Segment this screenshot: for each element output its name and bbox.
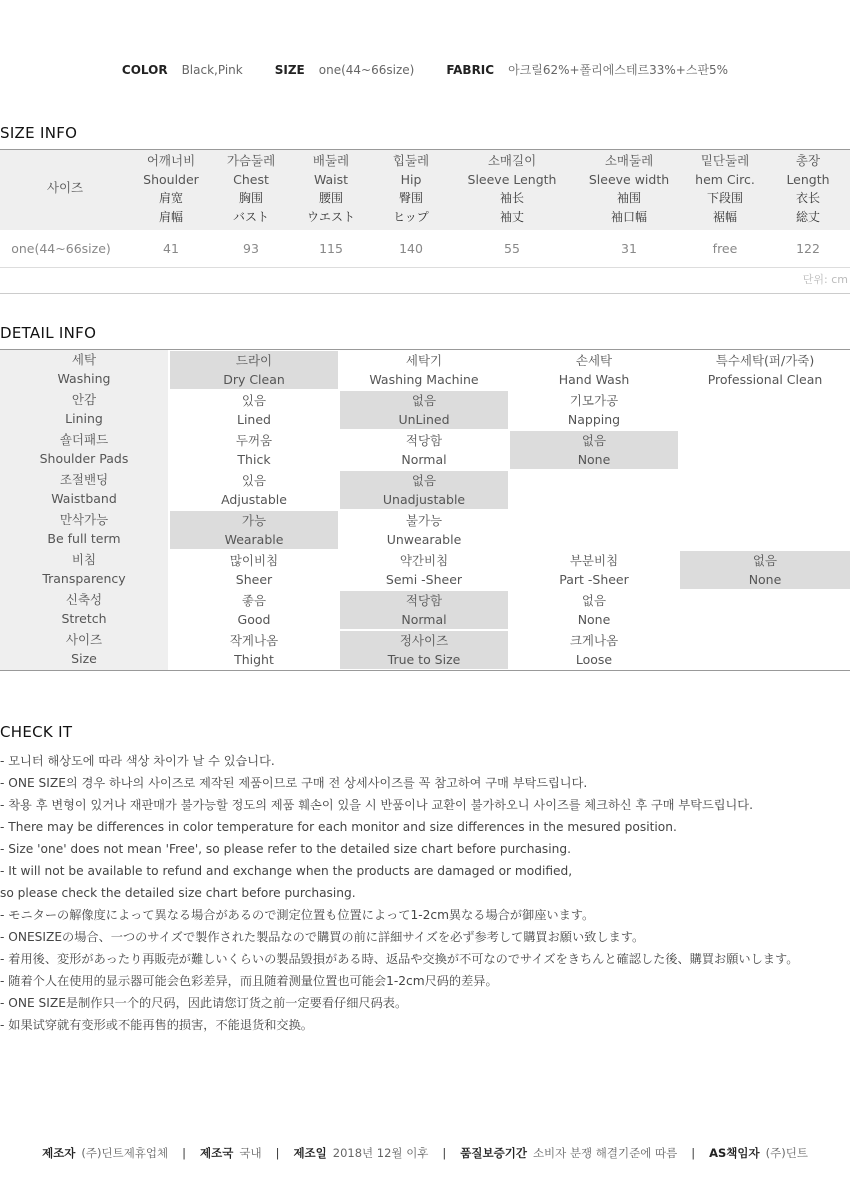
size-info-title: SIZE INFO [0,124,78,142]
size-value: one(44~66size) [318,63,415,77]
option-korean: 정사이즈 [399,633,449,648]
size-table-header [0,150,850,230]
option-english: Lined [237,412,271,427]
option-korean: 있음 [241,393,267,408]
footer-separator: | [442,1146,447,1160]
check-line: - モニターの解像度によって異なる場合があるので測定位置も位置によって1-2cm異なる場合が御座います。 [0,908,595,922]
size-value: 41 [163,241,179,256]
option-korean: 크게나옴 [569,633,619,648]
detail-row-label [0,590,168,630]
detail-label-english: Lining [65,411,103,426]
option-korean: 없음 [581,593,607,608]
detail-option [340,631,508,669]
header-japanese: 袖丈 [499,209,524,224]
option-korean: 드라이 [235,353,273,368]
detail-info-bottom-rule [0,670,850,671]
detail-label-english: Washing [57,371,111,386]
header-english: Shoulder [143,171,199,187]
size-info-bottom-rule [0,293,850,294]
size-table-row [0,230,850,268]
size-header-cell [291,152,371,226]
check-line: - There may be differences in color temperature for each monitor and size differences in the mesured position. [0,820,677,834]
option-english: Unadjustable [382,492,466,507]
size-label: SIZE [274,63,305,77]
header-chinese: 衣长 [795,191,820,205]
detail-row-label [0,350,168,390]
detail-option [340,431,508,469]
option-english: Unwearable [386,532,462,547]
detail-label-korean: 신축성 [65,592,103,607]
header-chinese: 下段围 [706,191,743,205]
check-line: - 着用後、変形があったり再販売が難しいくらいの製品毀損がある時、返品や交換が不可なのでサイズをきちんと確認した後、購買お願いします。 [0,952,799,966]
header-korean: 소매둘레 [604,153,654,168]
option-english: Good [237,612,271,627]
option-english: None [748,572,782,587]
detail-label-korean: 숄더패드 [59,432,109,447]
check-line: - 如果试穿就有变形或不能再售的损害，不能退货和交换。 [0,1018,313,1032]
option-english: Sheer [235,572,273,587]
header-english: Hip [400,171,422,187]
option-korean: 없음 [411,473,437,488]
option-korean: 기모가공 [569,393,619,408]
header-english: hem Circ. [695,171,755,187]
option-korean: 없음 [411,393,437,408]
detail-label-korean: 만삭가능 [59,512,109,527]
detail-option [170,551,338,589]
detail-option [170,351,338,389]
detail-row-label [0,470,168,510]
header-chinese: 胸围 [238,191,263,205]
option-korean: 손세탁 [575,353,613,368]
check-line: - ONESIZEの場合、一つのサイズで製作された製品なので購買の前に詳細サイズを必ず参考して購買お願い致します。 [0,930,645,944]
detail-option [510,351,678,389]
detail-option [340,551,508,589]
footer-key: AS책임자 [709,1146,760,1160]
footer-key: 제조자 [42,1146,76,1160]
detail-option [680,351,850,389]
size-value: 93 [243,241,259,256]
footer-key: 제조국 [200,1146,234,1160]
detail-label-korean: 사이즈 [65,632,103,647]
fabric-value: 아크릴62%+폴리에스테르33%+스판5% [508,63,729,77]
option-korean: 작게나옴 [229,633,279,648]
header-korean: 밑단둘레 [700,153,750,168]
detail-label-english: Transparency [42,571,126,586]
option-korean: 많이비침 [229,553,279,568]
detail-row-label [0,630,168,670]
footer-value: 국내 [239,1146,262,1160]
size-value: 115 [319,241,343,256]
header-japanese: 総丈 [795,209,820,224]
header-chinese: 腰围 [318,191,343,205]
header-japanese: ウエスト [306,209,355,224]
size-row-divider [0,267,850,268]
size-value: free [712,241,738,256]
option-english: Thight [234,652,274,667]
footer-separator: | [275,1146,280,1160]
size-header-cell [211,152,291,226]
header-english: Sleeve width [588,171,670,187]
detail-option [340,471,508,509]
check-line: - It will not be available to refund and exchange when the products are damaged or modified, [0,864,573,878]
footer-key: 제조일 [293,1146,327,1160]
option-korean: 없음 [752,553,778,568]
detail-row-label [0,510,168,550]
detail-label-korean: 세탁 [71,352,97,367]
detail-label-english: Be full term [47,531,121,546]
footer-value: 2018년 12월 이후 [332,1146,429,1160]
option-korean: 없음 [581,433,607,448]
detail-label-english: Size [71,651,97,666]
detail-option [510,591,678,629]
check-it-title: CHECK IT [0,723,73,741]
header-chinese: 袖围 [616,191,641,205]
option-english: Normal [401,612,447,627]
detail-option [170,431,338,469]
option-english: Napping [567,412,621,427]
header-korean: 어깨너비 [146,153,196,168]
detail-option [340,351,508,389]
header-chinese: 袖长 [499,191,524,205]
option-english: Semi -Sheer [385,572,463,587]
detail-option [340,591,508,629]
option-korean: 약간비침 [399,553,449,568]
footer-value: (주)딘트 [765,1146,808,1160]
header-japanese: ヒップ [393,209,429,224]
option-english: Professional Clean [707,372,823,387]
option-korean: 좋음 [241,593,267,608]
detail-label-english: Stretch [61,611,107,626]
detail-label-korean: 비침 [71,552,97,567]
option-english: Part -Sheer [559,572,629,587]
option-english: Hand Wash [558,372,630,387]
header-japanese: 袖口幅 [610,209,647,224]
detail-option [680,551,850,589]
footer-separator: | [182,1146,187,1160]
detail-label-english: Shoulder Pads [39,451,129,466]
option-korean: 있음 [241,473,267,488]
option-korean: 가능 [241,513,267,528]
size-value: 122 [796,241,820,256]
check-line: - ONE SIZE의 경우 하나의 사이즈로 제작된 제품이므로 구매 전 상세사이즈를 꼭 참고하여 구매 부탁드립니다. [0,776,588,790]
option-korean: 부분비침 [569,553,619,568]
header-english: Length [786,171,830,187]
detail-option [170,391,338,429]
size-value: 140 [399,241,423,256]
detail-label-korean: 조절밴딩 [59,472,109,487]
fabric-label: FABRIC [446,63,495,77]
header-korean: 소매길이 [487,153,537,168]
detail-row-label [0,430,168,470]
header-japanese: バスト [232,209,269,224]
check-line: - 随着个人在使用的显示器可能会色彩差异，而且随着测量位置也可能会1-2cm尺码的差异。 [0,974,498,988]
footer-value: (주)딘트제휴업체 [81,1146,169,1160]
detail-option [170,471,338,509]
size-value: 55 [504,241,520,256]
check-line: - 착용 후 변형이 있거나 재판매가 불가능할 정도의 제품 훼손이 있을 시 반품이나 교환이 불가하오니 사이즈를 체크하신 후 구매 부탁드립니다. [0,798,753,812]
check-line: - ONE SIZE是制作只一个的尺码，因此请您订货之前一定要看仔细尺码表。 [0,996,408,1010]
header-english: Chest [233,171,269,187]
size-header-cell [371,152,451,226]
option-english: None [577,612,611,627]
option-english: None [577,452,611,467]
header-chinese: 肩宽 [158,191,183,205]
option-english: UnLined [398,412,450,427]
option-english: True to Size [387,652,461,667]
header-korean: 배둘레 [312,153,350,168]
detail-row-label [0,390,168,430]
detail-option [170,631,338,669]
product-info-footer [0,1145,850,1161]
option-korean: 적당함 [405,433,443,448]
detail-option [340,511,508,549]
product-spec-line [0,61,850,78]
option-korean: 두꺼움 [235,433,273,448]
size-header-cell [131,152,211,226]
size-header-first: 사이즈 [46,180,84,195]
size-header-cell [685,152,765,226]
header-english: Sleeve Length [467,171,557,187]
check-it-notes [0,750,850,1036]
size-header-cell [452,152,572,226]
footer-value: 소비자 분쟁 해결기준에 따름 [532,1146,678,1160]
option-english: Wearable [224,532,284,547]
header-korean: 총장 [795,153,821,168]
detail-row-label [0,550,168,590]
color-value: Black,Pink [181,63,243,77]
header-japanese: 肩幅 [158,209,183,224]
detail-option [510,551,678,589]
option-english: Thick [237,452,271,467]
detail-option [170,511,338,549]
option-korean: 적당함 [405,593,443,608]
detail-info-title: DETAIL INFO [0,324,97,342]
size-header-cell [574,152,684,226]
option-korean: 특수세탁(퍼/가죽) [715,353,815,368]
option-english: Dry Clean [223,372,285,387]
option-english: Normal [401,452,447,467]
check-line: - 모니터 해상도에 따라 색상 차이가 날 수 있습니다. [0,754,275,768]
option-english: Washing Machine [369,372,479,387]
detail-label-korean: 안감 [71,392,97,407]
detail-option [510,631,678,669]
color-label: COLOR [121,63,168,77]
size-header-cell [768,152,848,226]
footer-key: 품질보증기간 [460,1146,527,1160]
check-line: so please check the detailed size chart before purchasing. [0,886,356,900]
header-korean: 가슴둘레 [226,153,276,168]
footer-separator: | [691,1146,696,1160]
option-korean: 세탁기 [405,353,443,368]
detail-option [510,431,678,469]
header-korean: 힙둘레 [392,153,430,168]
check-line: - Size 'one' does not mean 'Free', so please refer to the detailed size chart before purchasing. [0,842,571,856]
detail-option [170,591,338,629]
unit-label: 단위: cm [802,273,848,286]
detail-option [340,391,508,429]
option-english: Loose [575,652,613,667]
size-value: 31 [621,241,637,256]
size-row-label: one(44~66size) [11,241,111,256]
header-chinese: 臀围 [398,191,423,205]
detail-option [510,391,678,429]
header-japanese: 裾幅 [712,209,737,224]
header-english: Waist [313,171,349,187]
option-korean: 불가능 [405,513,443,528]
option-english: Adjustable [221,492,287,507]
detail-label-english: Waistband [51,491,117,506]
